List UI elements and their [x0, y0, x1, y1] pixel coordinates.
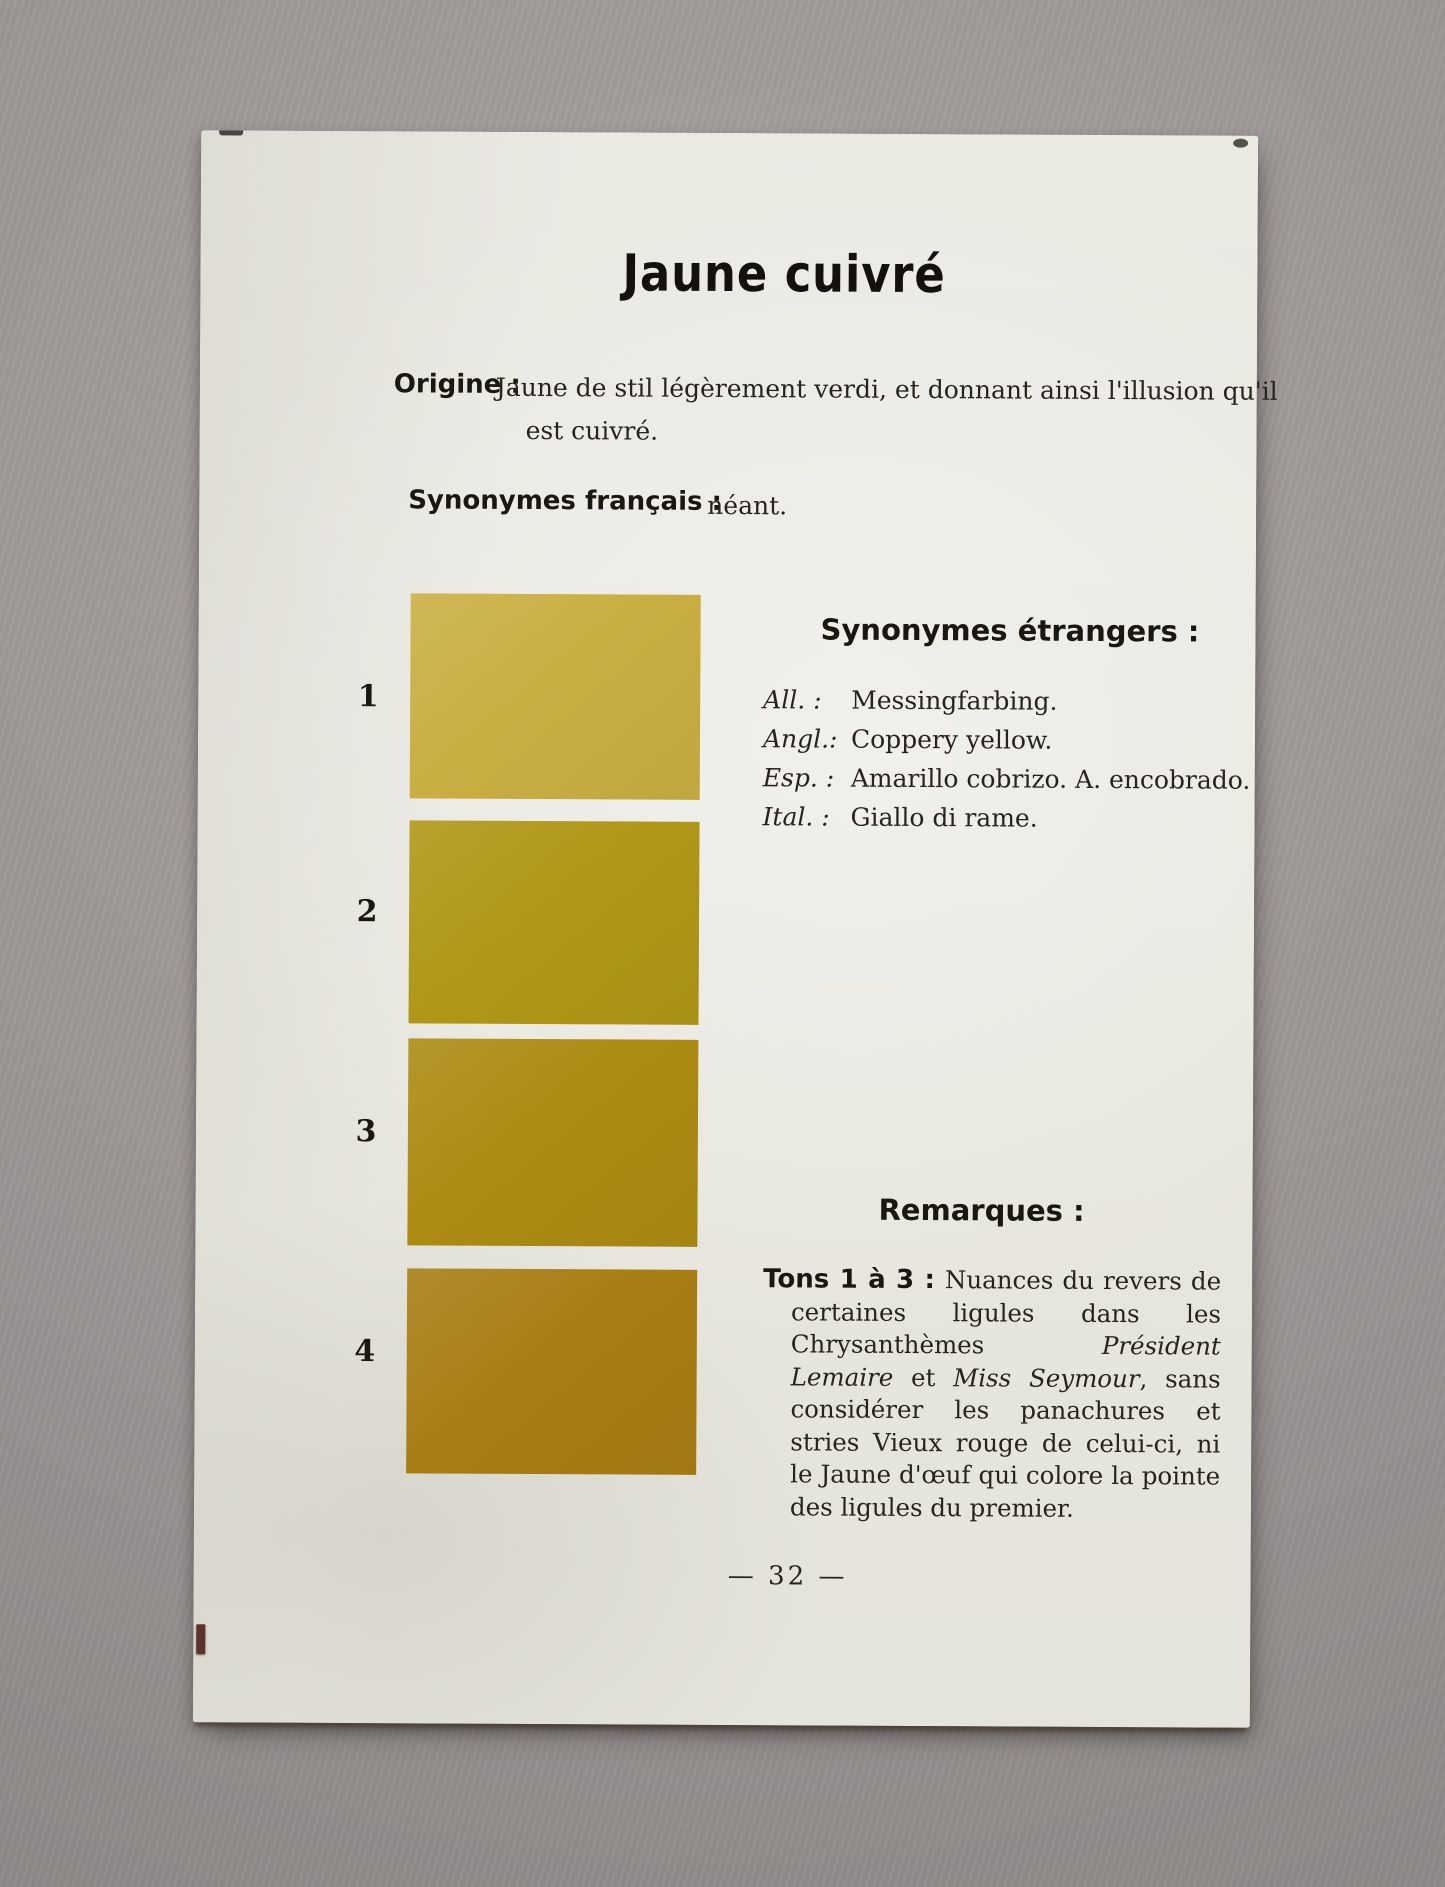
color-swatch-1 — [410, 593, 701, 800]
synonymes-francais-label: Synonymes français : — [408, 485, 723, 517]
list-item — [762, 763, 1251, 804]
swatch-number-2: 2 — [356, 894, 378, 930]
tons-label: Tons 1 à 3 : — [763, 1264, 936, 1296]
origin-text-line1: Jaune de stil légèrement verdi, et donnant ainsi l'illusion qu'il — [495, 372, 1278, 406]
origin-text-line2: est cuivré. — [525, 415, 659, 446]
remarques-paragraph — [762, 1263, 1221, 1525]
swatch-number-4: 4 — [354, 1334, 376, 1370]
synonymes-etrangers-heading: Synonymes étrangers : — [820, 612, 1200, 649]
language-abbreviation: Ital. : — [762, 802, 830, 832]
language-abbreviation: Angl.: — [762, 724, 838, 754]
list-item — [762, 802, 1202, 843]
color-swatch-3 — [407, 1038, 698, 1247]
origin-label: Origine : — [393, 369, 521, 400]
color-swatch-2 — [409, 820, 700, 1025]
list-item — [763, 724, 1203, 765]
page-title: Jaune cuivré — [622, 244, 946, 306]
language-abbreviation: Esp. : — [762, 763, 835, 793]
remarques-text: et — [893, 1362, 954, 1392]
synonymes-francais-value: néant. — [707, 490, 788, 521]
book-page — [193, 130, 1278, 1728]
swatch-number-3: 3 — [355, 1114, 377, 1150]
synonym-value: Coppery yellow. — [850, 724, 1053, 755]
synonym-value: Giallo di rame. — [850, 802, 1038, 833]
synonym-value: Messingfarbing. — [851, 685, 1058, 716]
list-item — [763, 685, 1203, 726]
paper-edge-mark — [1233, 139, 1248, 148]
synonym-value: Amarillo cobrizo. A. encobrado. — [850, 763, 1251, 795]
remarques-heading: Remarques : — [878, 1192, 1085, 1228]
swatch-number-1: 1 — [357, 679, 379, 715]
staple-mark — [196, 1624, 205, 1654]
color-swatch-4 — [406, 1268, 697, 1475]
page-number: — 32 — — [727, 1561, 848, 1592]
language-abbreviation: All. : — [763, 685, 822, 715]
synonymes-etrangers-list — [762, 685, 1251, 843]
cultivar-name: Miss Seymour — [953, 1362, 1140, 1393]
remarques-text: Nuances du revers de certaines ligules dans les Chrysanthèmes — [790, 1265, 1222, 1360]
cultivar-name: Président Lemaire — [790, 1330, 1221, 1392]
paper-edge-mark — [219, 130, 243, 135]
remarques-text: , sans considérer les panachures et stries Vieux rouge de celui-ci, ni le Jaune d'œuf qui colore la pointe des ligules du premier. — [789, 1363, 1221, 1523]
